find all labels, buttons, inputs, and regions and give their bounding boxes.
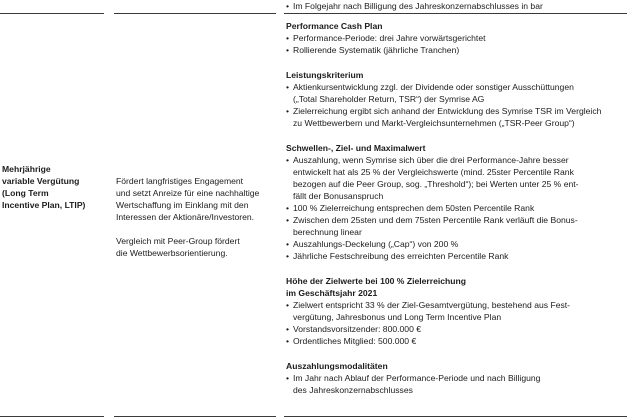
list-item: [286, 214, 626, 238]
component-label-cell: [2, 163, 106, 211]
section-list: [286, 81, 626, 129]
list-item-line: • Aktienkursentwicklung zzgl. der Dividende oder sonstiger Ausschüttungen: [293, 82, 574, 92]
list-item: • Performance-Periode: drei Jahre vorwärtsgerichtet: [286, 32, 626, 44]
list-item-line: • Zwischen dem 25sten und dem 75sten Percentile Rank verläuft die Bonus-: [293, 215, 578, 225]
row-top-rule-3: [284, 13, 627, 14]
list-item-line: • Zielwert entspricht 33 % der Ziel-Gesamtvergütung, bestehend aus Fest-: [293, 300, 571, 310]
row-bottom-rule-1: [0, 416, 104, 417]
component-label-line: variable Vergütung: [2, 176, 80, 186]
row-bottom-rule-3: [284, 416, 627, 417]
list-item-line: berechnung linear: [293, 227, 362, 237]
list-item-line: bezogen auf die Peer Group, sog. „Threshold“); bei Werten unter 25 % ent-: [293, 179, 579, 189]
section-heading: Schwellen-, Ziel- und Maximalwert: [286, 143, 426, 153]
list-item-line: entwickelt hat als 25 % der Vergleichswerte (mind. 25ster Percentile Rank: [293, 167, 574, 177]
list-item: • Im Folgejahr nach Billigung des Jahreskonzernabschlusses in bar: [286, 0, 626, 12]
row-top-rule-2: [114, 13, 276, 14]
list-item: [286, 372, 626, 396]
section-heading: Auszahlungsmodalitäten: [286, 361, 388, 371]
list-item-line: des Jahreskonzernabschlusses: [293, 385, 413, 395]
section-heading: Leistungskriterium: [286, 70, 364, 80]
row-top-rule-1: [0, 13, 104, 14]
list-item: • Vorstandsvorsitzender: 800.000 €: [286, 323, 626, 335]
purpose-line: Vergleich mit Peer-Group fördert: [116, 236, 240, 246]
section-list: [286, 299, 626, 347]
component-label-line: Incentive Plan, LTIP): [2, 200, 86, 210]
spacer: [286, 347, 626, 359]
purpose-line: Wertschaffung im Einklang mit den: [116, 200, 249, 210]
list-item-line: zu Wettbewerbern und Markt-Vergleichsunternehmen („TSR-Peer Group“): [293, 118, 575, 128]
list-item: • Ordentliches Mitglied: 500.000 €: [286, 335, 626, 347]
previous-row-list: [286, 0, 626, 12]
list-item: • Jährliche Festschreibung des erreichten Percentile Rank: [286, 250, 626, 262]
spacer: [116, 223, 281, 235]
component-label-line: (Long Term: [2, 188, 49, 198]
list-item: • Auszahlungs-Deckelung („Cap“) von 200 %: [286, 238, 626, 250]
purpose-line: die Wettbewerbsorientierung.: [116, 248, 228, 258]
purpose-line: Interessen der Aktionäre/Investoren.: [116, 212, 255, 222]
list-item: • 100 % Zielerreichung entsprechen dem 50sten Percentile Rank: [286, 202, 626, 214]
list-item-line: • Auszahlung, wenn Symrise sich über die drei Performance-Jahre besser: [293, 155, 569, 165]
section-heading: Performance Cash Plan: [286, 21, 383, 31]
list-item-line: („Total Shareholder Return, TSR“) der Symrise AG: [293, 94, 485, 104]
purpose-cell: [116, 175, 281, 259]
list-item: • Rollierende Systematik (jährliche Tranchen): [286, 44, 626, 56]
previous-row-cell: [286, 0, 626, 12]
spacer: [286, 56, 626, 68]
section-list: [286, 32, 626, 56]
spacer: [286, 129, 626, 141]
details-cell: [286, 20, 626, 396]
section-heading-line-2: im Geschäftsjahr 2021: [286, 288, 378, 298]
list-item-line: • Im Jahr nach Ablauf der Performance-Periode und nach Billigung: [293, 373, 541, 383]
list-item: [286, 299, 626, 323]
spacer: [286, 262, 626, 274]
list-item-line: fällt der Bonusanspruch: [293, 191, 384, 201]
list-item-line: • Zielerreichung ergibt sich anhand der Entwicklung des Symrise TSR im Vergleich: [293, 106, 602, 116]
purpose-line: und setzt Anreize für eine nachhaltige: [116, 188, 260, 198]
list-item: [286, 105, 626, 129]
row-bottom-rule-2: [114, 416, 276, 417]
section-list: [286, 372, 626, 396]
component-label-line: Mehrjährige: [2, 164, 51, 174]
purpose-line: Fördert langfristiges Engagement: [116, 176, 244, 186]
section-heading: Höhe der Zielwerte bei 100 % Zielerreichung: [286, 276, 467, 286]
list-item: [286, 81, 626, 105]
list-item: [286, 154, 626, 202]
list-item-line: vergütung, Jahresbonus und Long Term Incentive Plan: [293, 312, 502, 322]
section-list: [286, 154, 626, 262]
